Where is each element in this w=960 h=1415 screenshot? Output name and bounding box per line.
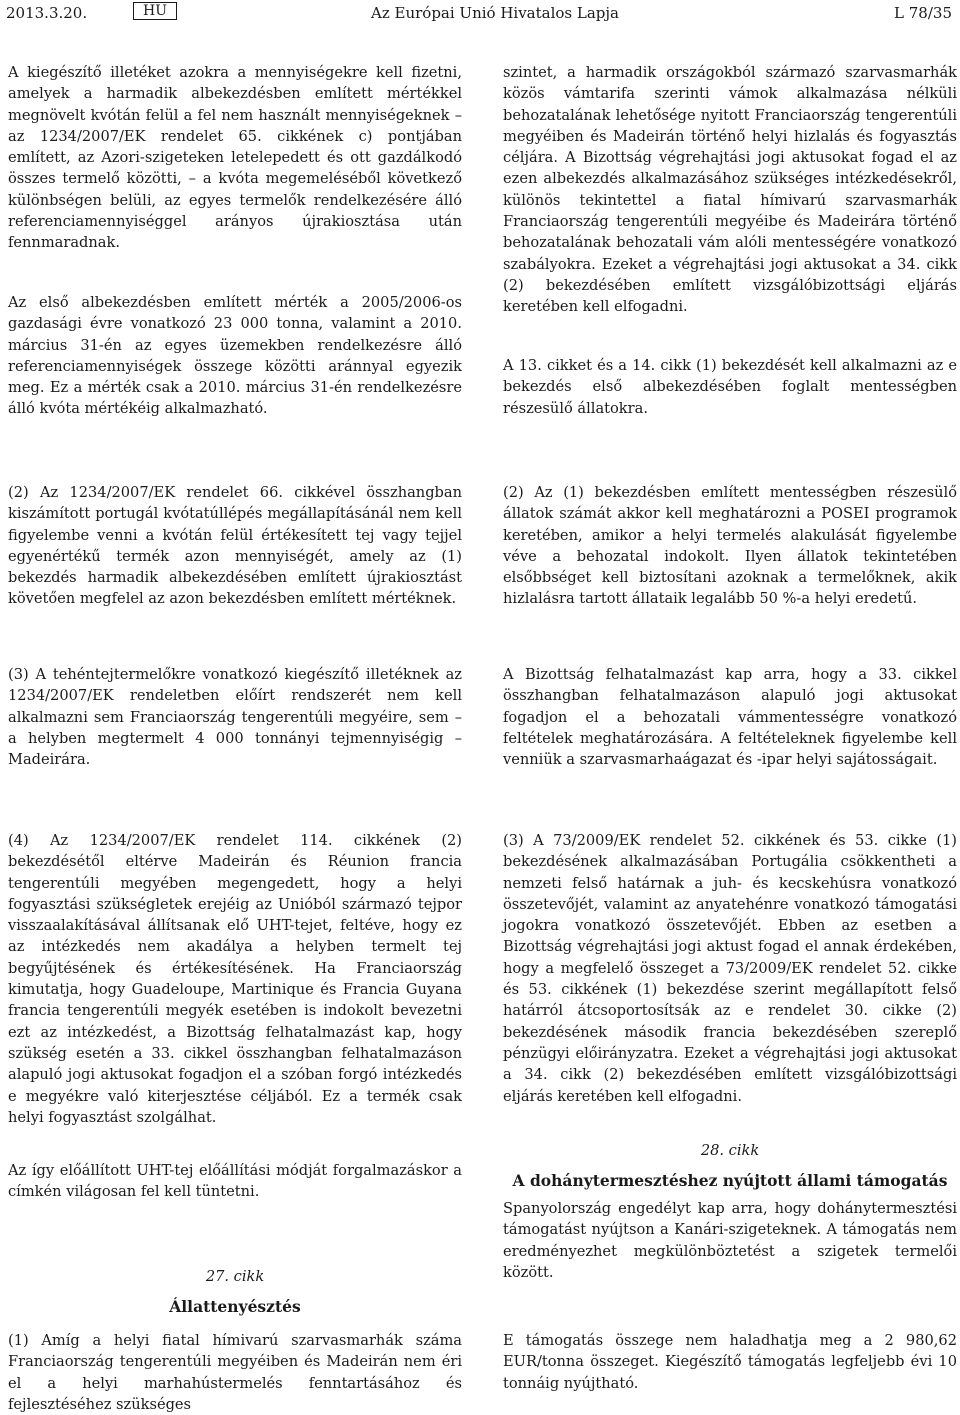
page-number: L 78/35 <box>894 4 952 22</box>
paragraph-aid-amount: E támogatás összege nem haladhatja meg a 2 980,62 EUR/tonna összeget. Kiegészítő támogatás legfeljebb évi 10 tonnáig nyújtható. <box>503 1332 957 1392</box>
paragraph-2-overrun: (2) Az 1234/2007/EK rendelet 66. cikkével összhangban kiszámított portugál kvótatúllépés megállapításánál nem kell figyelembe venni a kvótán felül értékesített tej vagy tejjel egyenértékű termék azon mennyiségét, amely az (1) bekezdés harmadik albekezdésében említett újrakiosztást követően megfelel az azon bekezdésben említett mértéknek. <box>8 484 462 608</box>
paragraph-2-exempt-animals: (2) Az (1) bekezdésben említett mentességben részesülő állatok számát akkor kell meghatározni a POSEI programok keretében, amikor a helyi termelés alakulását figyelembe véve a behozatal indokolt. Ilyen állatok tekintetében elsőbbséget kell biztosítani azoknak a termelőknek, akik hizlalásra tartott állataik legalább 50 %-a helyi eredetű. <box>503 484 957 608</box>
journal-title: Az Európai Unió Hivatalos Lapja <box>371 4 619 22</box>
paragraph-delegated-acts: A Bizottság felhatalmazást kap arra, hogy a 33. cikkel összhangban felhatalmazáson alapuló jogi aktusokat fogadjon el a behozatali vámmentességre vonatkozó feltételek meghatározására. A feltételeknek figyelembe kell venniük a szarvasmarhaágazat és -ipar helyi sajátosságait. <box>503 666 957 769</box>
article-27-title: Állattenyésztés <box>169 1297 301 1316</box>
article-28-title: A dohánytermesztéshez nyújtott állami támogatás <box>512 1171 948 1190</box>
article-27-number: 27. cikk <box>205 1268 265 1285</box>
paragraph-tobacco-aid: Spanyolország engedélyt kap arra, hogy dohánytermesztési támogatást nyújtson a Kanári-szigeteknek. A támogatás nem eredményezhet megkülönböztetést a szigetek termelői között. <box>503 1200 957 1281</box>
publication-date: 2013.3.20. <box>6 4 88 22</box>
paragraph-4-uht-milk: (4) Az 1234/2007/EK rendelet 114. cikkének (2) bekezdésétől eltérve Madeirán és Réunion francia tengerentúli megyében megengedett, hogy a helyi fogyasztási szükségletek erejéig az Unióból származó tejpor visszaalakításával állítsanak elő UHT-tejet, feltéve, hogy ez az intézkedés nem akadálya a helyben termelt tej begyűjtésének és értékesítésének. Ha Franciaország kimutatja, hogy Guadeloupe, Martinique és Francia Guyana francia tengerentúli megyék esetében is indokolt bevezetni ezt az intézkedést, a Bizottság felhatalmazást kap, hogy szükség esetén a 33. cikkel összhangban felhatalmazáson alapuló jogi aktusokat fogadjon el a szóban forgó intézkedés e megyékre való kiterjesztése céljából. Ez a termék csak helyi fogyasztást szolgálhat. <box>8 832 462 1126</box>
paragraph-uht-labelling: Az így előállított UHT-tej előállítási módját forgalmazáskor a címkén világosan fel kell tüntetni. <box>8 1162 462 1201</box>
paragraph-cattle-import: szintet, a harmadik országokból származó szarvasmarhák közös vámtarifa szerinti vámok alkalmazása nélküli behozatalának lehetősége nyitott Franciaország tengerentúli megyéiben és Madeirán történő helyi hizlalás és fogyasztás céljára. A Bizottság végrehajtási jogi aktusokat fogad el az ezen albekezdés alkalmazásához szükséges intézkedésekről, különös tekintettel a fiatal hímivarú szarvasmarhák Franciaország tengerentúli megyéibe és Madeirára történő behozatalának behozatali vám alóli mentességére vonatkozó szabályokra. Ezeket a végrehajtási jogi aktusokat a 34. cikk (2) bekezdésében említett vizsgálóbizottsági eljárás keretében kell elfogadni. <box>503 64 957 316</box>
paragraph-supplementary-levy: A kiegészítő illetéket azokra a mennyiségekre kell fizetni, amelyek a harmadik albekezdésben említett mértékkel megnövelt kvótán felül a fel nem használt mennyiségeknek – az 1234/2007/EK rendelet 65. cikkének c) pontjában említett, az Azori-szigeteken letelepedett és ott gazdálkodó összes termelő közötti, – a kvóta megemeléséből következő különbségen belüli, az egyes termelők rendelkezésére álló referenciamennyiséggel arányos újrakiosztása után fennmaradnak. <box>8 64 462 252</box>
paragraph-art27-1: (1) Amíg a helyi fiatal hímivarú szarvasmarhák száma Franciaország tengerentúli megyéiben és Madeirán nem éri el a helyi marhahústermelés fenntartásához és fejlesztéséhez szükséges <box>8 1332 462 1413</box>
language-badge: HU <box>133 2 177 20</box>
paragraph-3-cow-milk-levy: (3) A tehéntejtermelőkre vonatkozó kiegészítő illetéknek az 1234/2007/EK rendeletben előírt rendszerét nem kell alkalmazni sem Franciaország tengerentúli megyéire, sem – a helyben megtermelt 4 000 tonnányi tejmennyiségig – Madeirára. <box>8 666 462 769</box>
paragraph-3-portugal-ceiling: (3) A 73/2009/EK rendelet 52. cikkének és 53. cikke (1) bekezdésének alkalmazásában Portugália csökkentheti a nemzeti felső határnak a juh- és kecskehúsra vonatkozó összetevőjét, valamint az anyatehénre vonatkozó támogatási jogokra vonatkozó összetevőjét. Ebben az esetben a Bizottság végrehajtási jogi aktust fogad el annak érdekében, hogy a megfelelő összeget a 73/2009/EK rendelet 52. cikke és 53. cikkének (1) bekezdése szerint megállapított felső határról átcsoportosítsák az e rendelet 30. cikke (2) bekezdésének második francia bekezdésében szereplő pénzügyi előirányzatra. Ezeket a végrehajtási jogi aktusokat a 34. cikk (2) bekezdésében említett vizsgálóbizottsági eljárás keretében kell elfogadni. <box>503 832 957 1105</box>
paragraph-articles-13-14: A 13. cikket és a 14. cikk (1) bekezdését kell alkalmazni az e bekezdés első albekezdésében foglalt mentességben részesülő állatokra. <box>503 357 957 417</box>
article-28-number: 28. cikk <box>700 1142 760 1159</box>
page-header <box>0 0 960 34</box>
paragraph-rate-definition: Az első albekezdésben említett mérték a 2005/2006-os gazdasági évre vonatkozó 23 000 tonna, valamint a 2010. március 31-én az egyes üzemekben rendelkezésre álló referenciamennyiségek összege közötti aránnyal egyezik meg. Ez a mérték csak a 2010. március 31-én rendelkezésre álló kvóta mértékéig alkalmazható. <box>8 294 462 418</box>
